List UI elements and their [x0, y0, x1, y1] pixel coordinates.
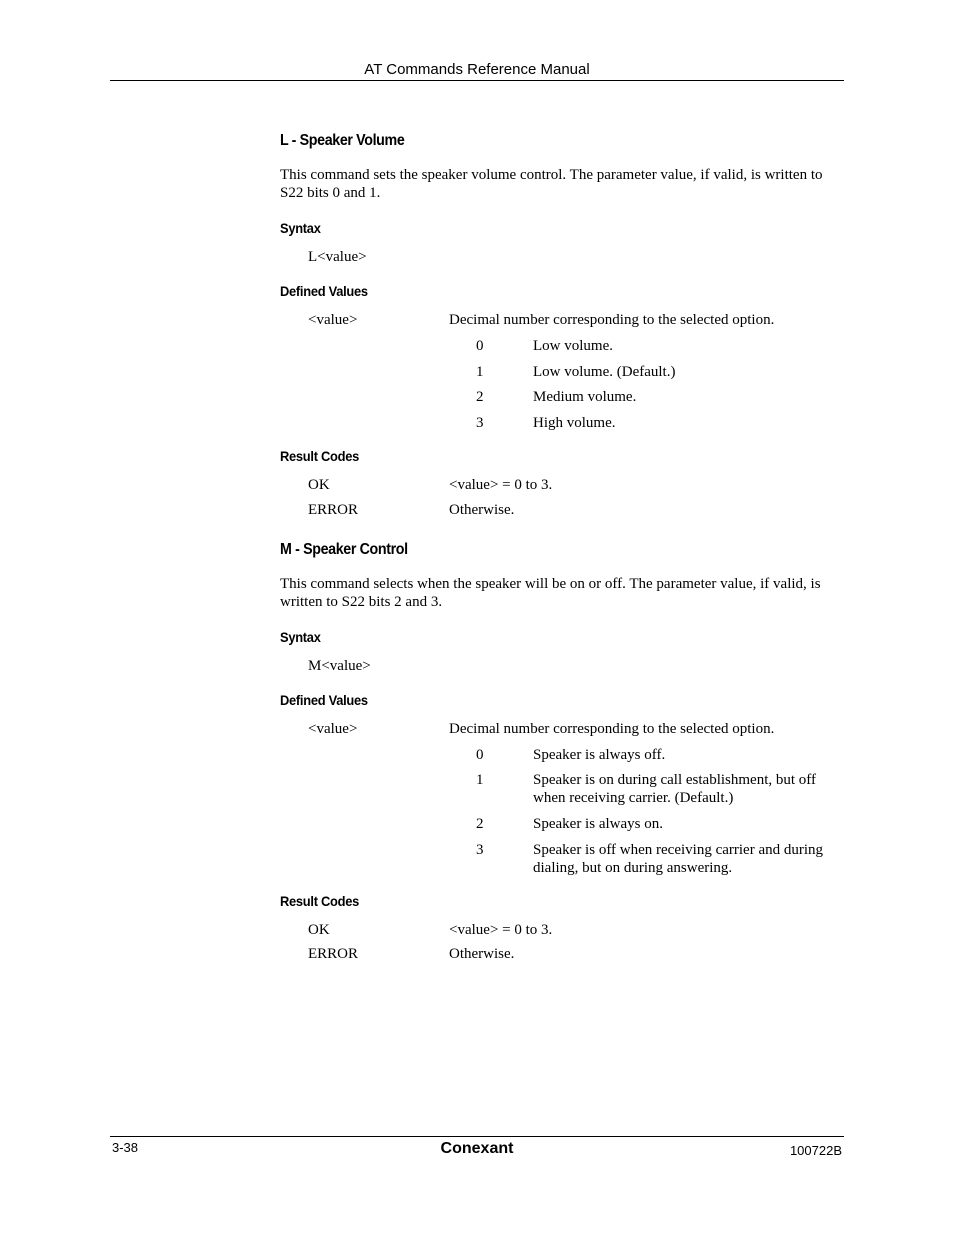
result-codes-heading-m: Result Codes	[280, 893, 360, 909]
option-number: 0	[476, 338, 484, 354]
result-codes-heading-l: Result Codes	[280, 448, 360, 464]
option-number: 3	[476, 842, 484, 858]
option-description: Medium volume.	[533, 389, 637, 405]
result-description: <value> = 0 to 3.	[449, 477, 553, 493]
option-number: 2	[476, 389, 484, 405]
result-description: Otherwise.	[449, 502, 515, 518]
result-description: <value> = 0 to 3.	[449, 922, 553, 938]
syntax-heading-l: Syntax	[280, 220, 321, 236]
document-number: 100722B	[789, 1143, 842, 1158]
option-number: 2	[476, 816, 484, 832]
option-description: Speaker is always on.	[533, 816, 663, 832]
param-description-l: Decimal number corresponding to the selected option.	[449, 312, 775, 328]
option-description: Speaker is off when receiving carrier and during dialing, but on during answering.	[533, 842, 824, 876]
result-code: OK	[308, 922, 330, 938]
option-number: 0	[476, 747, 484, 763]
result-code: ERROR	[308, 946, 359, 962]
option-number: 1	[476, 772, 484, 788]
footer-divider	[110, 1136, 844, 1137]
result-code: OK	[308, 477, 330, 493]
syntax-value-m: M<value>	[308, 658, 371, 674]
section-heading-m: M - Speaker Control	[280, 541, 408, 558]
section-description-m: This command selects when the speaker will be on or off. The parameter value, if valid, is written to S22 bits 2 and 3.	[280, 576, 821, 610]
option-description: High volume.	[533, 415, 616, 431]
option-description: Speaker is always off.	[533, 747, 666, 763]
option-description: Speaker is on during call establishment, but off when receiving carrier. (Default.)	[533, 772, 817, 806]
syntax-value-l: L<value>	[308, 249, 367, 265]
option-description: Low volume.	[533, 338, 613, 354]
result-description: Otherwise.	[449, 946, 515, 962]
defined-values-heading-l: Defined Values	[280, 283, 368, 299]
option-description: Low volume. (Default.)	[533, 364, 676, 380]
param-name-l: <value>	[308, 312, 358, 328]
header-divider	[110, 80, 844, 81]
result-code: ERROR	[308, 502, 359, 518]
param-name-m: <value>	[308, 721, 358, 737]
param-description-m: Decimal number corresponding to the selected option.	[449, 721, 775, 737]
section-heading-l: L - Speaker Volume	[280, 132, 405, 149]
company-name: Conexant	[440, 1140, 514, 1157]
section-description-l: This command sets the speaker volume control. The parameter value, if valid, is written to S22 bits 0 and 1.	[280, 167, 823, 201]
option-number: 3	[476, 415, 484, 431]
defined-values-heading-m: Defined Values	[280, 692, 368, 708]
page-number: 3-38	[112, 1140, 139, 1155]
option-number: 1	[476, 364, 484, 380]
running-header: AT Commands Reference Manual	[364, 61, 590, 78]
syntax-heading-m: Syntax	[280, 629, 321, 645]
